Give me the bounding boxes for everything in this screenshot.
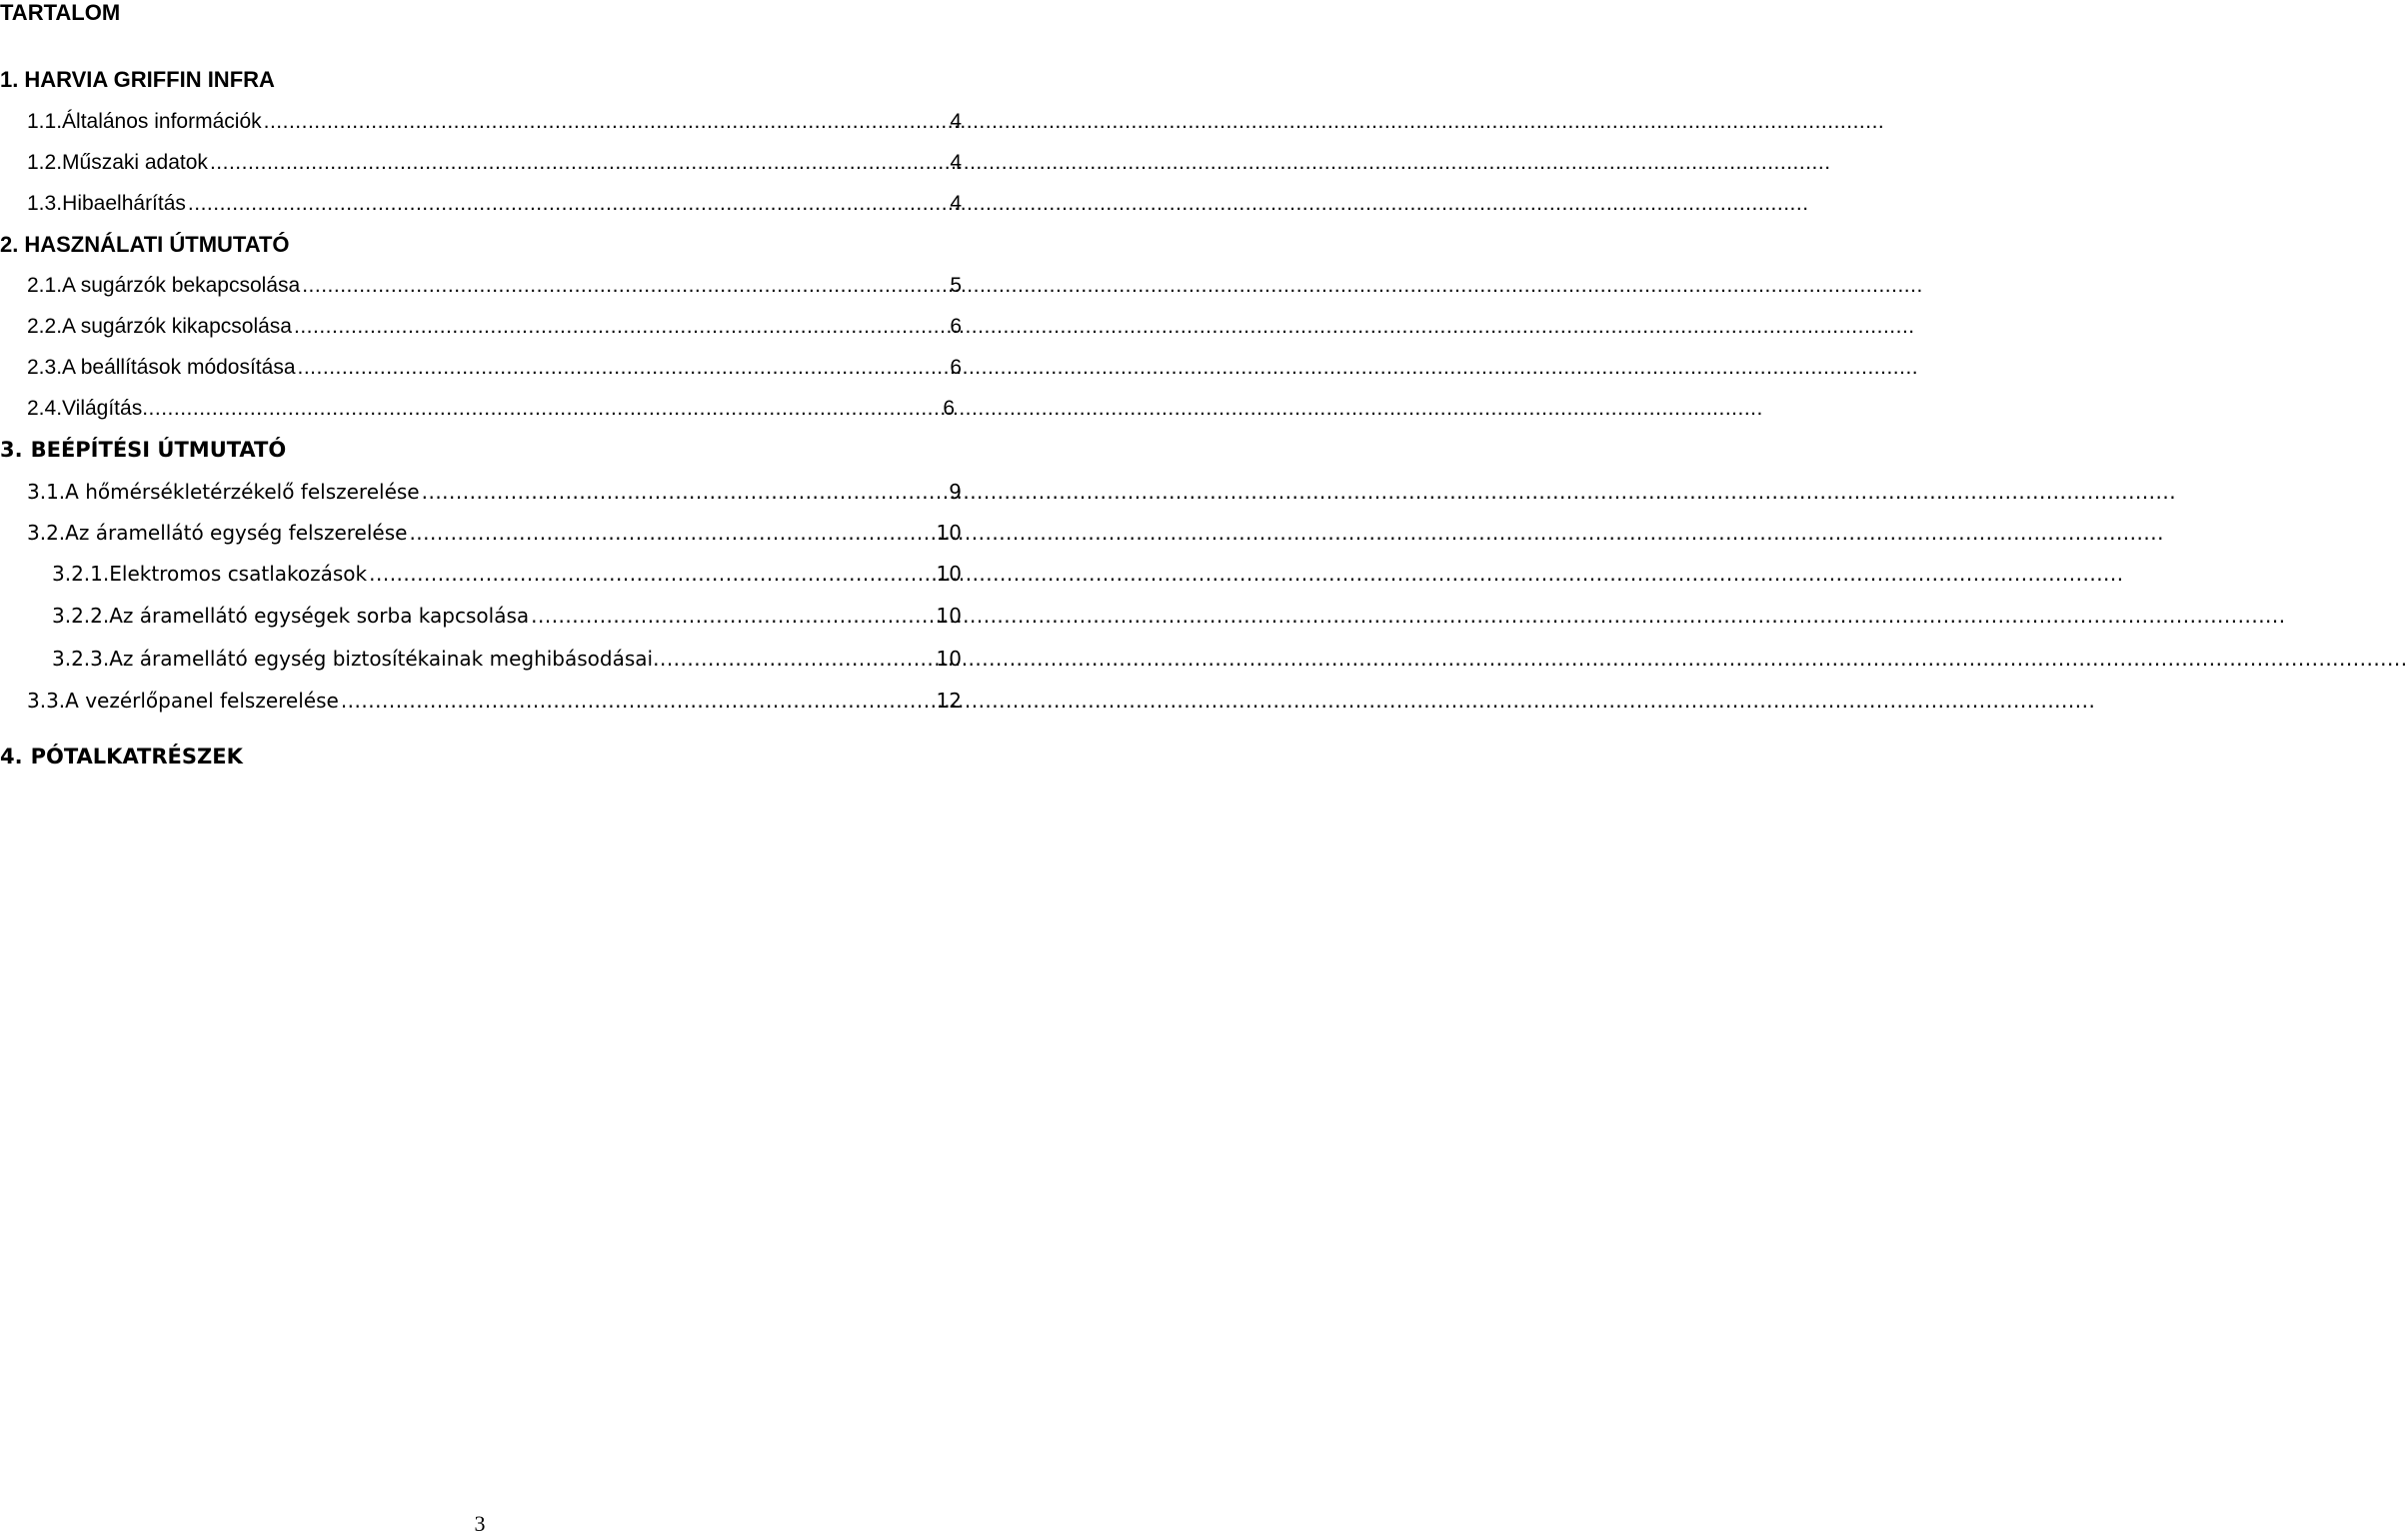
toc-number: 1.2.	[27, 151, 63, 174]
toc-page: 6	[950, 356, 962, 379]
toc-entry-2-1[interactable]	[27, 273, 962, 299]
toc-leader	[210, 150, 948, 176]
toc-number: 1.3.	[27, 192, 63, 215]
toc-label: Az áramellátó egységek sorba kapcsolása	[109, 604, 530, 628]
toc-label: HASZNÁLATI ÚTMUTATÓ	[24, 232, 290, 257]
toc-entry-3-2-2[interactable]	[52, 603, 962, 629]
toc-page: 4	[950, 110, 962, 133]
toc-number: 2.2.	[27, 315, 63, 338]
toc-entry-1-1[interactable]	[27, 109, 962, 135]
toc-label: A beállítások módosítása	[62, 356, 296, 379]
toc-number: 3.2.1.	[52, 562, 110, 586]
toc-label: HARVIA GRIFFIN INFRA	[24, 67, 275, 92]
toc-entry-2-4[interactable]	[27, 396, 955, 422]
toc-page: 10	[936, 562, 962, 586]
toc-number: 3.2.2.	[52, 604, 110, 628]
toc-label: Általános információk	[62, 110, 262, 133]
toc-label: Elektromos csatlakozások	[109, 562, 368, 586]
toc-leader	[302, 273, 948, 299]
toc-heading-2[interactable]	[0, 232, 290, 258]
toc-number: 3.1.	[27, 480, 66, 504]
toc-leader	[142, 396, 943, 422]
toc-page: 12	[936, 689, 962, 713]
toc-number: 1.	[0, 67, 19, 92]
toc-entry-3-2-1[interactable]	[52, 561, 962, 587]
toc-label: A sugárzók kikapcsolása	[62, 315, 292, 338]
toc-number: 4.	[0, 745, 23, 768]
toc-entry-1-3[interactable]	[27, 191, 962, 217]
toc-label: Műszaki adatok	[62, 151, 208, 174]
toc-label: A hőmérsékletérzékelő felszerelése	[65, 480, 420, 504]
toc-entry-2-3[interactable]	[27, 355, 962, 381]
toc-label: PÓTALKATRÉSZEK	[30, 745, 243, 768]
toc-entry-3-2-3[interactable]	[52, 646, 962, 672]
toc-page: 4	[950, 151, 962, 174]
toc-leader	[294, 314, 948, 340]
toc-title: TARTALOM	[0, 0, 121, 25]
toc-number: 2.1.	[27, 274, 63, 297]
toc-leader	[422, 479, 948, 505]
toc-leader	[298, 355, 949, 381]
toc-label: A vezérlőpanel felszerelése	[65, 689, 339, 713]
toc-leader	[409, 520, 934, 546]
toc-page: 6	[950, 315, 962, 338]
toc-label: Az áramellátó egység biztosítékainak meghibásodásai	[109, 647, 654, 671]
page-number: 3	[474, 1511, 486, 1536]
toc-number: 3.	[0, 438, 23, 462]
toc-number: 3.2.	[27, 521, 66, 545]
toc-page: 5	[950, 274, 962, 297]
toc-leader	[369, 561, 934, 587]
toc-number: 2.3.	[27, 356, 63, 379]
toc-number: 3.3.	[27, 689, 66, 713]
toc-number: 2.4.	[27, 397, 63, 420]
toc-leader	[188, 191, 948, 217]
toc-page: 9	[949, 480, 962, 504]
toc-leader	[264, 109, 949, 135]
toc-entry-3-2[interactable]	[27, 520, 962, 546]
toc-page: 10	[936, 604, 962, 628]
toc-leader	[531, 603, 934, 629]
toc-label: BEÉPÍTÉSI ÚTMUTATÓ	[30, 438, 287, 462]
toc-page: 10	[936, 521, 962, 545]
toc-entry-2-2[interactable]	[27, 314, 962, 340]
toc-heading-1[interactable]	[0, 67, 275, 93]
toc-page: 6	[943, 397, 955, 420]
toc-page: 4	[950, 192, 962, 215]
toc-entry-3-3[interactable]	[27, 688, 962, 714]
toc-label: Az áramellátó egység felszerelése	[65, 521, 408, 545]
toc-entry-3-1[interactable]	[27, 479, 962, 505]
toc-heading-3[interactable]	[0, 437, 286, 463]
toc-label: Hibaelhárítás	[62, 192, 186, 215]
toc-number: 2.	[0, 232, 19, 257]
toc-number: 3.2.3.	[52, 647, 110, 671]
toc-leader	[341, 688, 935, 714]
toc-label: Világítás	[62, 397, 143, 420]
toc-label: A sugárzók bekapcsolása	[62, 274, 301, 297]
toc-page: 10	[936, 647, 962, 671]
toc-entry-1-2[interactable]	[27, 150, 962, 176]
toc-leader	[653, 646, 936, 672]
toc-number: 1.1.	[27, 110, 63, 133]
toc-heading-4[interactable]	[0, 744, 243, 769]
